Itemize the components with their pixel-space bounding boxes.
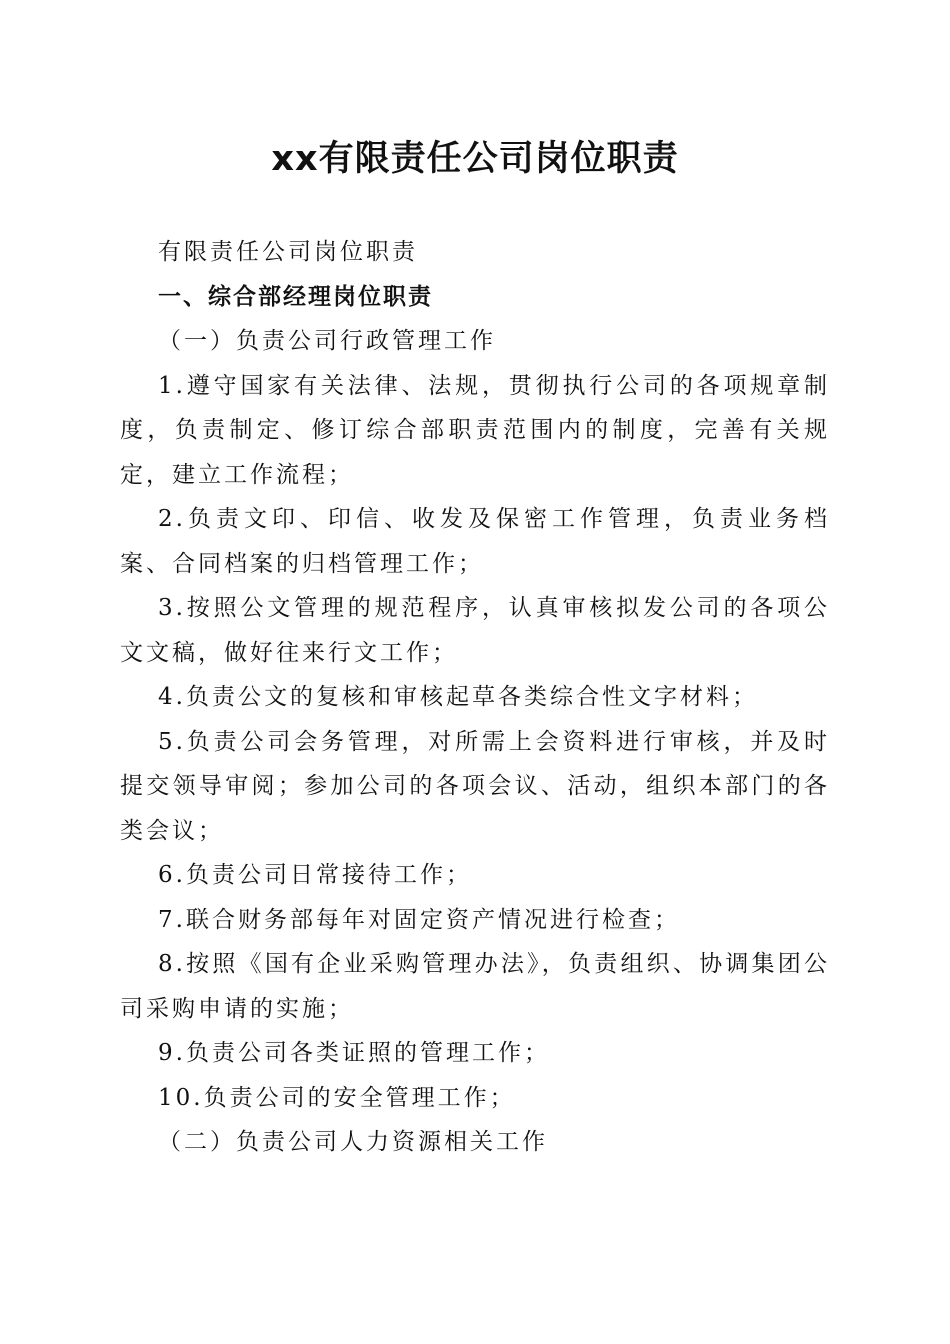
- duty-item: 3.按照公文管理的规范程序，认真审核拟发公司的各项公文文稿，做好往来行文工作；: [120, 595, 830, 666]
- document-title: xx有限责任公司岗位职责: [271, 139, 679, 179]
- duty-item: 10.负责公司的安全管理工作；: [158, 1084, 516, 1111]
- duty-item: 6.负责公司日常接待工作；: [158, 862, 472, 888]
- duty-item: 8.按照《国有企业采购管理办法》，负责组织、协调集团公司采购申请的实施；: [120, 951, 830, 1022]
- duty-item: 9.负责公司各类证照的管理工作；: [158, 1040, 550, 1066]
- document-subtitle: 有限责任公司岗位职责: [158, 239, 418, 265]
- document-body: [120, 230, 830, 1165]
- duty-item: 4.负责公文的复核和审核起草各类综合性文字材料；: [158, 684, 758, 710]
- section-heading: 一、综合部经理岗位职责: [158, 283, 433, 310]
- subsection-heading: （一）负责公司行政管理工作: [158, 328, 496, 354]
- duty-item: 7.联合财务部每年对固定资产情况进行检查；: [158, 906, 680, 933]
- subsection-heading: （二）负责公司人力资源相关工作: [158, 1129, 548, 1155]
- duty-item: 1.遵守国家有关法律、法规，贯彻执行公司的各项规章制度，负责制定、修订综合部职责范围内的制度，完善有关规定，建立工作流程；: [120, 372, 830, 488]
- duty-item: 2.负责文印、印信、收发及保密工作管理，负责业务档案、合同档案的归档管理工作；: [120, 506, 830, 577]
- duty-item: 5.负责公司会务管理，对所需上会资料进行审核，并及时提交领导审阅；参加公司的各项会议、活动，组织本部门的各类会议；: [120, 728, 830, 844]
